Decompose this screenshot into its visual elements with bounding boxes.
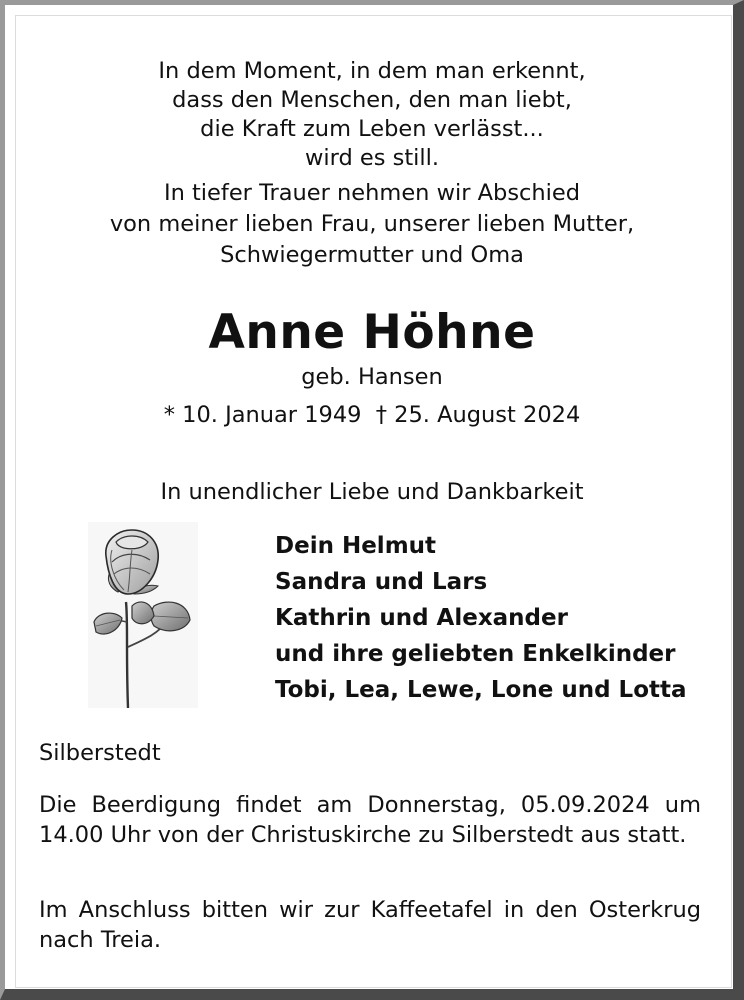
poem-line: wird es still.	[304, 145, 440, 171]
intro-text	[0, 178, 744, 271]
poem	[0, 57, 744, 173]
life-dates: * 10. Januar 1949 † 25. August 2024	[163, 402, 581, 428]
signer-line: Tobi, Lea, Lewe, Lone und Lotta	[275, 677, 687, 703]
deceased-name: Anne Höhne	[208, 305, 536, 360]
coffee-notice: Im Anschluss bitten wir zur Kaffeetafel in den Osterkrug nach Treia.	[39, 897, 701, 953]
intro-line: von meiner lieben Frau, unserer lieben Mutter,	[109, 211, 635, 237]
poem-line: die Kraft zum Leben verlässt...	[200, 116, 544, 142]
rose-icon	[88, 522, 198, 708]
dedication: In unendlicher Liebe und Dankbarkeit	[160, 479, 584, 505]
signer-line: und ihre geliebten Enkelkinder	[275, 641, 676, 667]
intro-line: In tiefer Trauer nehmen wir Abschied	[163, 180, 581, 206]
signers	[275, 528, 687, 708]
maiden-name: geb. Hansen	[301, 364, 443, 390]
signer-line: Sandra und Lars	[275, 569, 488, 595]
signer-line: Dein Helmut	[275, 533, 437, 559]
intro-line: Schwiegermutter und Oma	[220, 242, 524, 268]
signer-line: Kathrin und Alexander	[275, 605, 568, 631]
poem-line: dass den Menschen, den man liebt,	[172, 87, 572, 113]
poem-line: In dem Moment, in dem man erkennt,	[158, 58, 586, 84]
funeral-notice: Die Beerdigung findet am Donnerstag, 05.09.2024 um 14.00 Uhr von der Christuskirche zu Silberstedt aus statt.	[39, 792, 701, 848]
place-name: Silberstedt	[39, 740, 161, 766]
